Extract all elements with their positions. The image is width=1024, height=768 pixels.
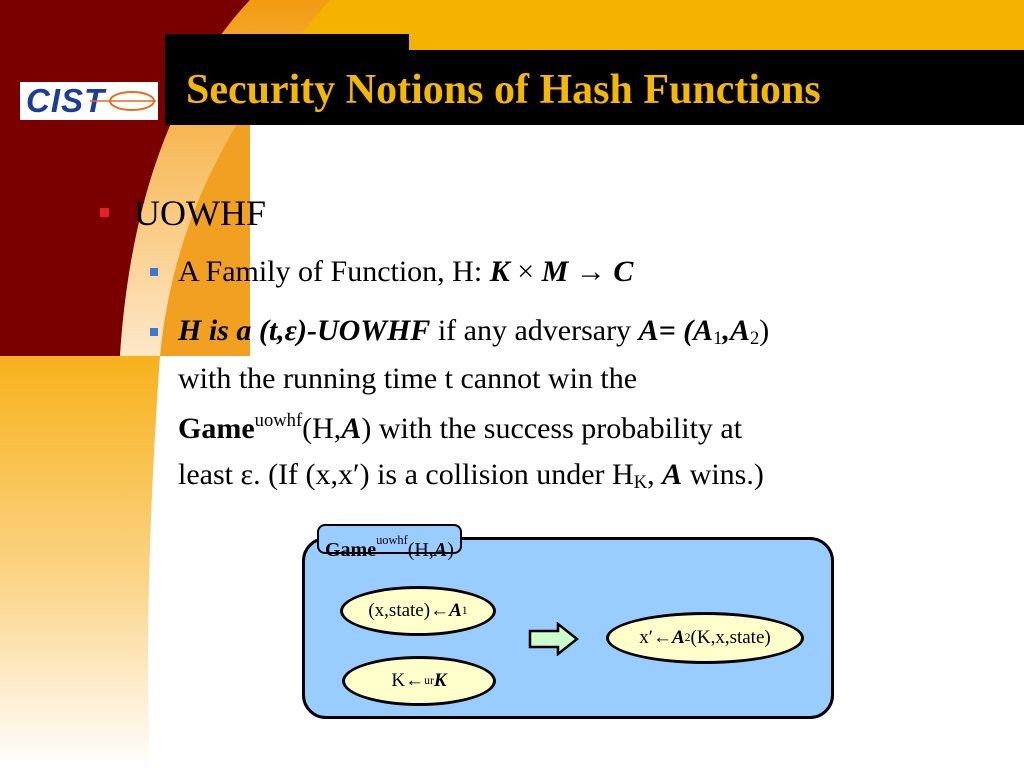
bullet-definition-line3 (178, 410, 742, 446)
logo-swoosh-icon (20, 82, 158, 120)
step1-text: (x,state)← (368, 600, 450, 621)
bullet-definition-line2: with the running time t cannot win the (178, 362, 638, 395)
game-args-open: (H, (302, 412, 342, 445)
bullet-uowhf: UOWHF (134, 193, 266, 233)
slide-title: Security Notions of Hash Functions (186, 67, 821, 113)
bullet-marker-blue (150, 268, 158, 276)
uowhf-definition: H is a (t,ε)-UOWHF (178, 314, 431, 347)
subscript-2: 2 (749, 328, 760, 349)
collision-text: least ε. (If (x,x′) is a collision under H (178, 458, 634, 491)
title-underline (165, 122, 1024, 125)
adversary-a2: A (729, 314, 750, 347)
bullet-family-of-function (178, 255, 633, 289)
maps-to-arrow: → (568, 255, 614, 288)
step3-sub: 2 (684, 631, 691, 644)
step-key-sample (342, 656, 496, 706)
subscript-1: 1 (713, 328, 723, 349)
bullet-marker-blue (150, 328, 158, 336)
wins-text: wins.) (682, 458, 764, 491)
step2-sub: ur (424, 674, 434, 687)
step1-a: A (449, 600, 462, 621)
bullet-definition-line1 (178, 314, 769, 350)
step2-k: K (433, 670, 447, 691)
game-label (317, 524, 462, 561)
bullet-marker-red (100, 208, 109, 217)
right-arrow-icon (528, 622, 580, 656)
bullet-definition-line4 (178, 458, 764, 494)
game-label-open: (H, (407, 539, 434, 561)
logo-text: CIST (26, 82, 106, 119)
light-gradient-area (0, 356, 160, 768)
cist-logo (20, 82, 158, 120)
adversary-a-wins: A (662, 458, 683, 491)
comma: , (722, 314, 730, 347)
game-label-word: Game (325, 539, 377, 561)
key-space: K (489, 255, 510, 288)
game-label-a: A (433, 539, 448, 561)
times-symbol: × (509, 255, 542, 288)
step3-text: x′← (639, 627, 672, 648)
step2-text: K← (391, 670, 425, 691)
step3-a: A (671, 627, 685, 648)
adversary-tuple: A= (A (638, 314, 714, 347)
step-adversary-2 (606, 612, 804, 664)
separator: , (647, 458, 663, 491)
close-paren: ) (759, 314, 770, 347)
codomain: C (613, 255, 634, 288)
game-word: Game (178, 412, 255, 445)
game-label-sup: uowhf (376, 533, 408, 547)
game-label-close: ) (447, 539, 454, 561)
adversary-a: A (341, 412, 362, 445)
definition-text-3: ) with the success probability at (361, 412, 743, 445)
family-text: A Family of Function, H: (178, 255, 490, 288)
message-space: M (541, 255, 569, 288)
subscript-k: K (633, 472, 648, 493)
step3-post: (K,x,state) (690, 627, 771, 648)
step1-sub: 1 (461, 604, 468, 617)
definition-text: if any adversary (430, 314, 639, 347)
step-adversary-1 (340, 586, 496, 636)
game-superscript: uowhf (254, 410, 303, 431)
